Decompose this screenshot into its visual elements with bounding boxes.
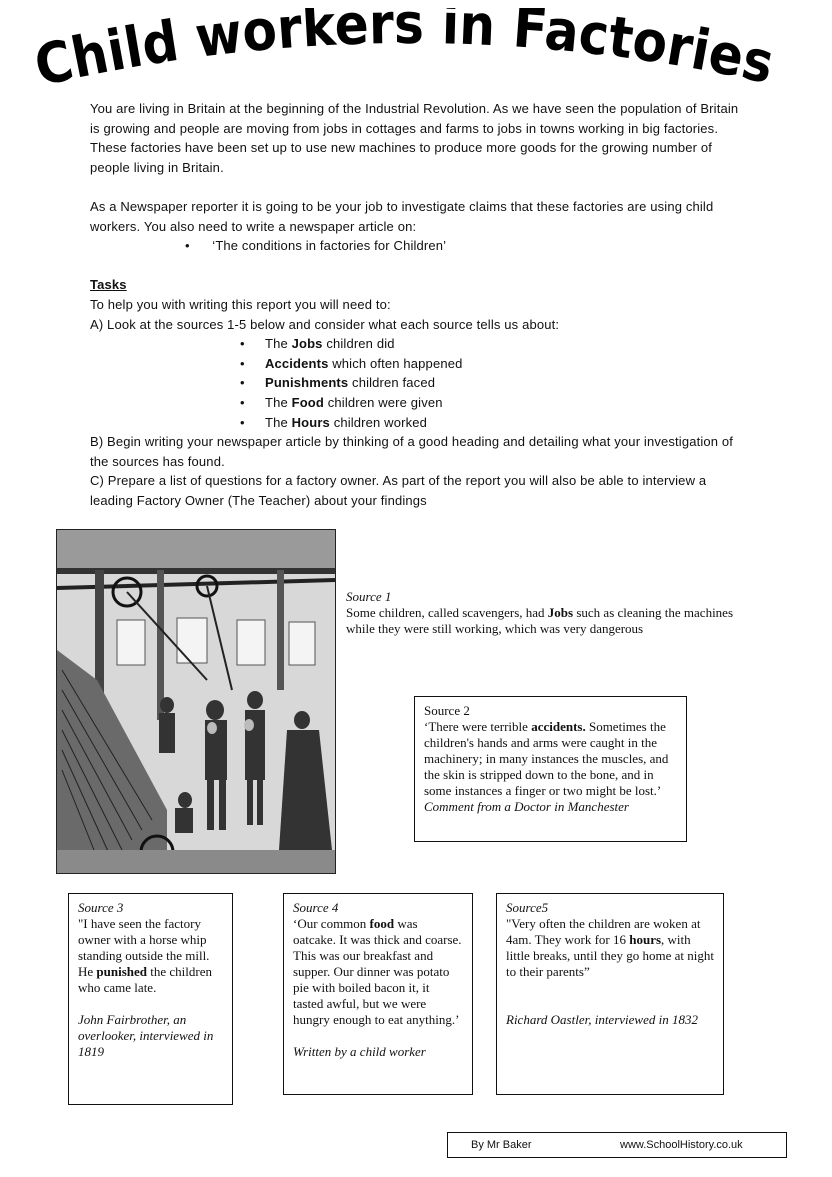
task-list: [90, 334, 740, 432]
source-5-text: "Very often the children are woken at 4am. They work for 16 hours, with little breaks, until they go home at night to their parents”: [506, 916, 714, 979]
task-list-item: • The Food children were given: [240, 393, 740, 413]
intro-bullet-text: ‘The conditions in factories for Children’: [212, 238, 447, 254]
intro-paragraph-2: As a Newspaper reporter it is going to be your job to investigate claims that these factories are using child workers. You also need to write a newspaper article on:: [90, 198, 714, 234]
task-list-item: • Accidents which often happened: [240, 354, 740, 374]
task-a: A) Look at the sources 1-5 below and consider what each source tells us about:: [90, 316, 560, 332]
source-4-attribution: Written by a child worker: [293, 1044, 426, 1059]
source-4-text: ‘Our common food was oatcake. It was thick and coarse. This was our breakfast and supper. Our dinner was potato pie with boiled bacon it, it tasted awful, but we were hungry enough to eat anything.’: [293, 916, 462, 1027]
footer-author: By Mr Baker: [471, 1139, 532, 1151]
tasks-heading: Tasks: [90, 277, 127, 293]
page-title-text: Child workers in Factories: [30, 8, 783, 100]
svg-text:Child workers in Factories: [30, 8, 783, 100]
source-3-text: "I have seen the factory owner with a horse whip standing outside the mill. He punished the children who came late.: [78, 916, 212, 995]
task-list-item: • The Jobs children did: [240, 334, 740, 354]
source-2-attribution: Comment from a Doctor in Manchester: [424, 799, 629, 814]
intro-paragraph-1: You are living in Britain at the beginning of the Industrial Revolution. As we have seen the population of Britain is growing and people are moving from jobs in cottages and farms to jobs in towns working in big factories. These factories have been set up to use new machines to produce more goods for the growing number of people living in Britain.: [90, 101, 739, 175]
intro-bullet: [90, 236, 740, 256]
task-b: B) Begin writing your newspaper article by thinking of a good heading and detailing what your investigation of the sources has found.: [90, 434, 734, 469]
factory-illustration: [56, 529, 336, 874]
intro-section: [90, 99, 740, 510]
source-5-box: [496, 893, 724, 1095]
task-c: C) Prepare a list of questions for a factory owner. As part of the report you will also be able to interview a leading Factory Owner (The Teacher) about your findings: [90, 473, 707, 508]
footer: [447, 1132, 787, 1158]
source-4-label: Source 4: [293, 900, 339, 915]
source-1-label: Source 1: [346, 589, 392, 604]
source-5-attribution: Richard Oastler, interviewed in 1832: [506, 1012, 698, 1027]
source-4-box: [283, 893, 473, 1095]
source-3-box: [68, 893, 233, 1105]
source-5-label: Source5: [506, 900, 549, 915]
task-list-item: • The Hours children worked: [240, 413, 740, 433]
source-2-box: [414, 696, 687, 842]
source-1: [346, 589, 746, 637]
source-2-text: ‘There were terrible accidents. Sometimes the children's hands and arms were caught in the machinery; in many instances the muscles, and the skin is stripped down to the bone, and in some instances a finger or two might be lost.’: [424, 719, 669, 798]
page-title: [30, 8, 790, 100]
tasks-lead: To help you with writing this report you will need to:: [90, 296, 391, 312]
source-3-attribution: John Fairbrother, an overlooker, interviewed in 1819: [78, 1012, 214, 1059]
source-2-label: Source 2: [424, 703, 470, 718]
source-1-text: Some children, called scavengers, had Jobs such as cleaning the machines while they were still working, which was very dangerous: [346, 605, 734, 636]
footer-site: www.SchoolHistory.co.uk: [620, 1139, 743, 1151]
task-list-item: • Punishments children faced: [240, 373, 740, 393]
bullet-dot: •: [185, 238, 190, 254]
source-3-label: Source 3: [78, 900, 124, 915]
